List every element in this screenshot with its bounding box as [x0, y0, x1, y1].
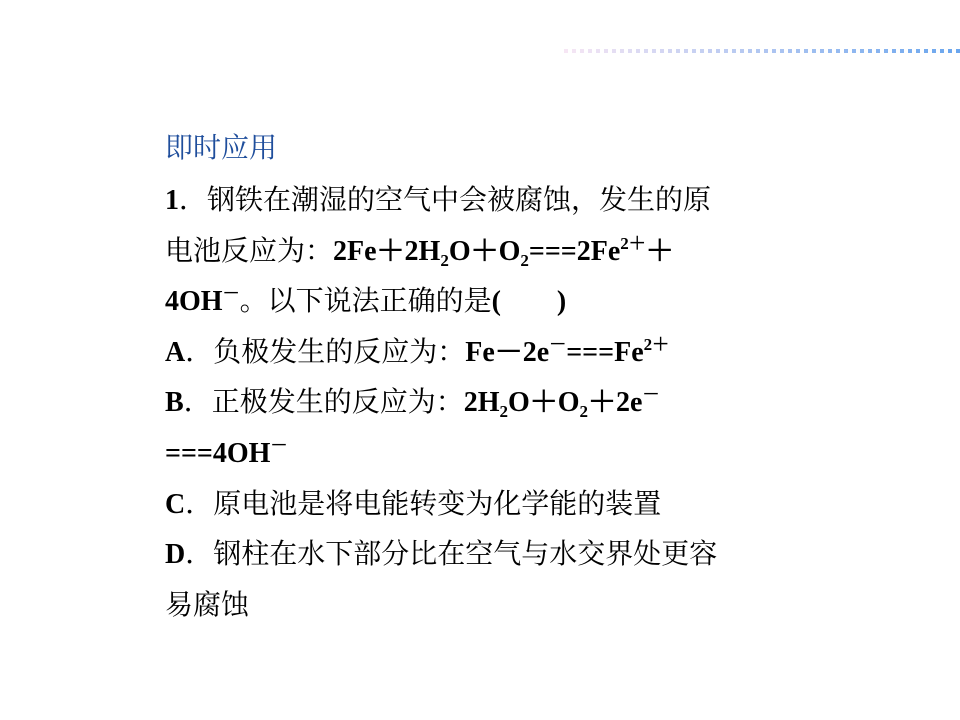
dot [636, 49, 640, 53]
dot [844, 49, 848, 53]
dot [908, 49, 912, 53]
dot [884, 49, 888, 53]
text-segment: ( ) [491, 286, 567, 318]
subscript: 2 [579, 402, 589, 422]
dot [860, 49, 864, 53]
text-segment: ===Fe [566, 336, 644, 368]
text-segment: 1 [165, 185, 179, 216]
text-segment: O＋O [507, 387, 580, 419]
question-line [165, 480, 717, 531]
dot [604, 49, 608, 53]
text-segment: ＋2e [588, 387, 643, 419]
dot [756, 49, 760, 53]
text-segment: ＋ [645, 235, 674, 267]
dot [788, 49, 792, 53]
dot [924, 49, 928, 53]
dot [780, 49, 784, 53]
dot [956, 49, 960, 53]
text-segment: 2H [463, 387, 500, 419]
dot [868, 49, 872, 53]
text-segment: ．钢铁在潮湿的空气中会被腐蚀，发生的原 [179, 185, 712, 216]
text-segment: O＋O [448, 235, 521, 267]
superscript: － [549, 334, 567, 354]
subscript: 2 [499, 402, 508, 422]
subscript: 2 [440, 250, 449, 270]
text-segment: A [165, 336, 186, 368]
decorative-dotted-line [564, 49, 960, 54]
dot [836, 49, 840, 53]
dot [932, 49, 936, 53]
section-heading: 即时应用 [165, 133, 278, 164]
question-line [165, 176, 717, 227]
text-segment: 2Fe＋2H [333, 235, 441, 267]
dot [796, 49, 800, 53]
text-segment: 电池反应为： [165, 235, 334, 267]
dot [820, 49, 824, 53]
superscript: － [642, 385, 660, 405]
dot [620, 49, 624, 53]
dot [828, 49, 832, 53]
dot [692, 49, 696, 53]
dot [724, 49, 728, 53]
text-segment: ．钢柱在水下部分比在空气与水交界处更容 [185, 539, 718, 571]
dot [900, 49, 904, 53]
dot [676, 49, 680, 53]
text-segment: ．原电池是将电能转变为化学能的装置 [185, 488, 662, 520]
subscript: 2 [520, 250, 529, 270]
superscript: － [270, 435, 288, 455]
dot [948, 49, 952, 53]
text-segment: ===4OH [165, 437, 271, 469]
dot [628, 49, 632, 53]
text-segment: Fe－2e [465, 336, 550, 368]
dot [892, 49, 896, 53]
text-segment: B [165, 387, 184, 419]
text-segment: 4OH [165, 286, 223, 318]
dot [716, 49, 720, 53]
question-line [165, 378, 717, 429]
dot [572, 49, 576, 53]
question-line [165, 581, 717, 632]
dot [764, 49, 768, 53]
dot [812, 49, 816, 53]
text-segment: D [165, 539, 186, 571]
dot [876, 49, 880, 53]
text-segment: ．正极发生的反应为： [183, 387, 464, 419]
question-body [165, 176, 717, 631]
dot [668, 49, 672, 53]
dot [748, 49, 752, 53]
superscript: 2＋ [620, 233, 646, 253]
dot [564, 49, 568, 53]
dot [708, 49, 712, 53]
question-line [165, 227, 717, 278]
question-line [165, 530, 717, 581]
dot [852, 49, 856, 53]
question-line [165, 429, 717, 480]
question-line [165, 277, 717, 328]
dot [596, 49, 600, 53]
dot [612, 49, 616, 53]
superscript: 2＋ [643, 334, 670, 354]
dot [700, 49, 704, 53]
dot [684, 49, 688, 53]
dot [940, 49, 944, 53]
text-segment: 。以下说法正确的是 [239, 286, 492, 318]
dot [916, 49, 920, 53]
dot [772, 49, 776, 53]
superscript: － [222, 284, 240, 304]
dot [660, 49, 664, 53]
text-segment: ===2Fe [528, 235, 621, 267]
dot [580, 49, 584, 53]
dot [644, 49, 648, 53]
text-segment: ．负极发生的反应为： [185, 336, 466, 368]
question-line [165, 328, 717, 379]
dot [732, 49, 736, 53]
text-segment: 易腐蚀 [165, 589, 250, 621]
dot [588, 49, 592, 53]
dot [804, 49, 808, 53]
dot [740, 49, 744, 53]
dot [652, 49, 656, 53]
text-segment: C [165, 488, 186, 520]
